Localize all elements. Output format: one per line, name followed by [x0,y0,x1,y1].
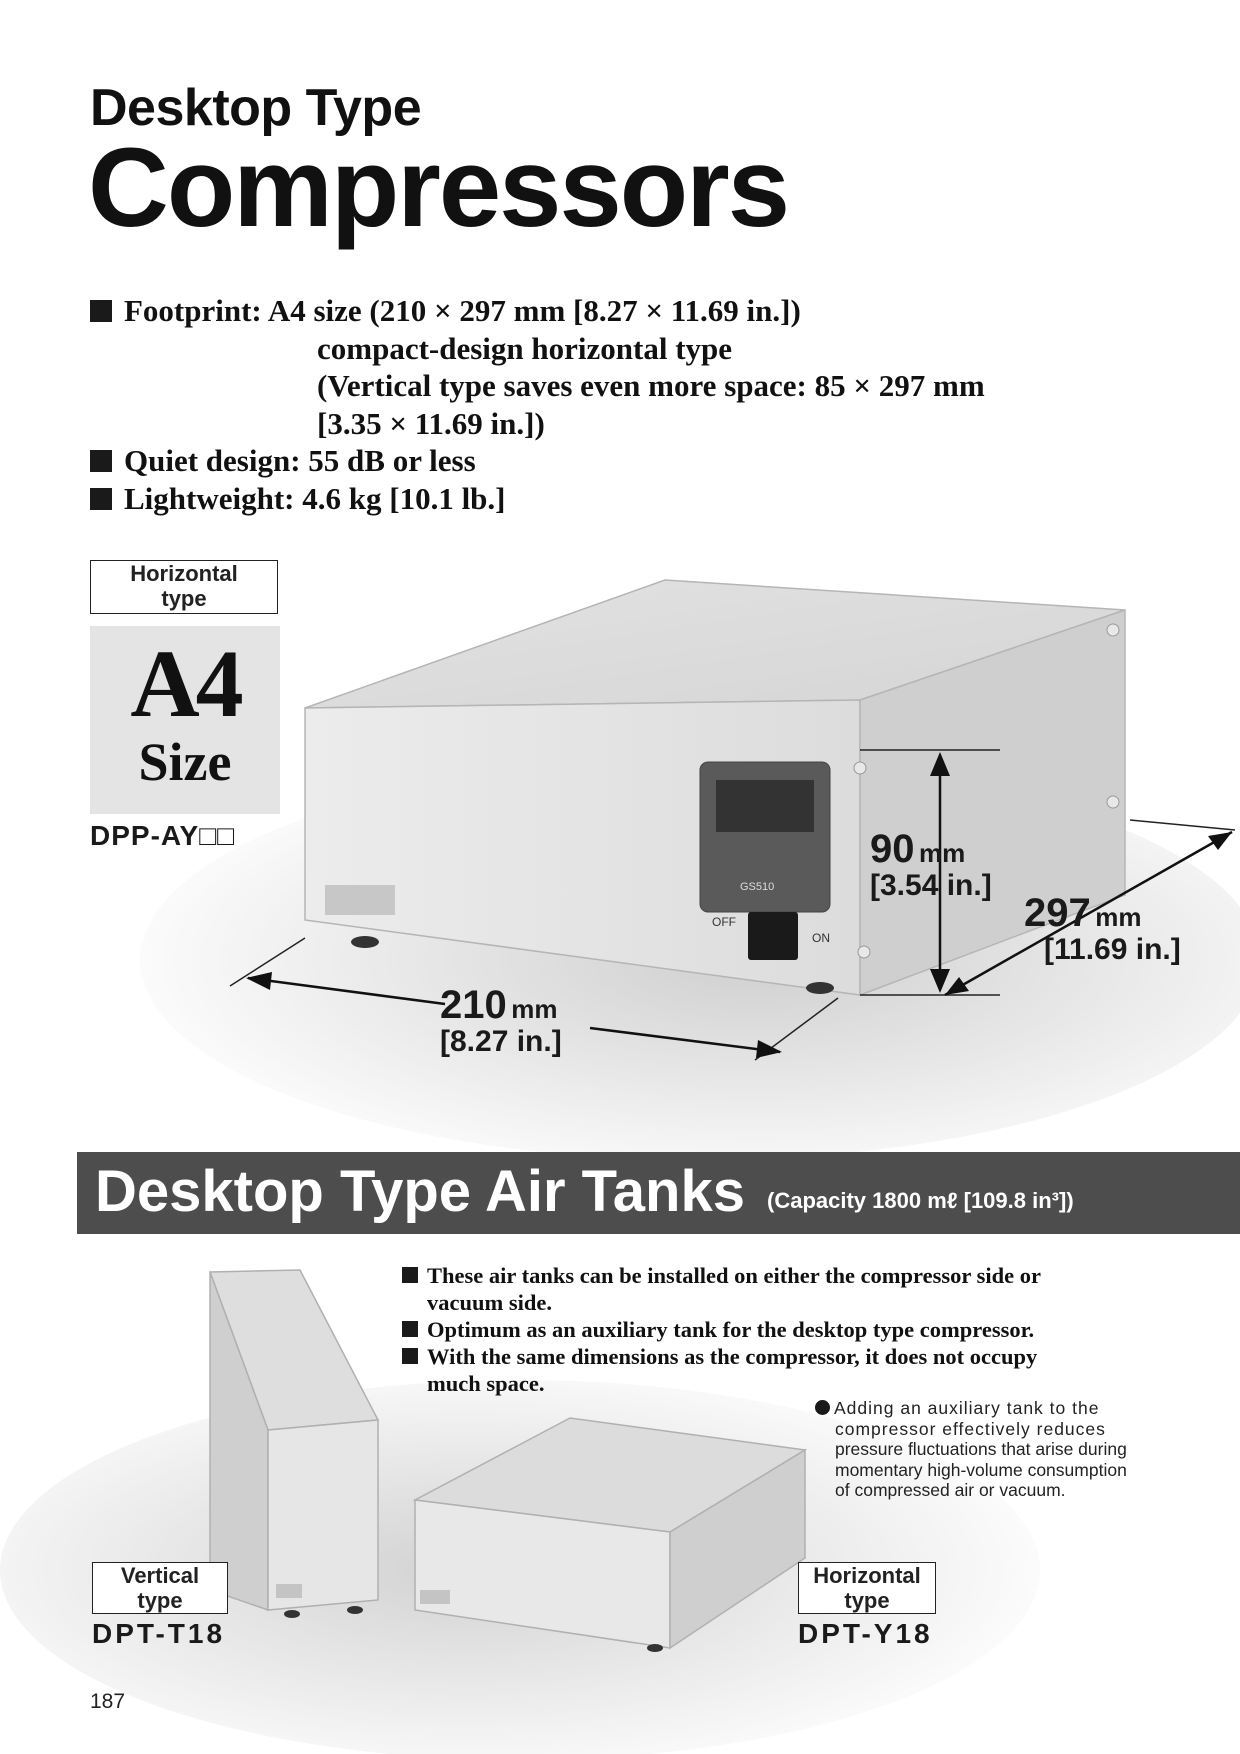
vertical-type-badge [92,1562,228,1614]
dim-unit: mm [1095,902,1142,932]
feature-line: With the same dimensions as the compressor, it does not occupy [427,1344,1038,1369]
feature-line: (Vertical type saves even more space: 85 × 297 mm [317,368,985,403]
depth-dimension [1024,892,1181,966]
feature-footprint [90,292,985,442]
vertical-tank-model: DPT-T18 [92,1618,226,1649]
power-switch [748,912,798,960]
feature-line: compact-design horizontal type [317,330,733,366]
controller-model: GS510 [740,881,775,893]
note-line: pressure fluctuations that arise during [835,1439,1127,1459]
square-bullet-icon [402,1321,418,1337]
square-bullet-icon [90,300,112,322]
feature-label: Footprint: [124,293,268,328]
dim-value: 90 [870,827,915,871]
circle-bullet-icon [815,1400,830,1415]
feature-line: much space. [427,1371,545,1396]
feature-line: These air tanks can be installed on either the compressor side or [427,1263,1041,1288]
product-label-plate [325,885,395,915]
type-badge-line: Horizontal [813,1563,921,1588]
note-line: Adding an auxiliary tank to the [834,1398,1100,1418]
feature-line: vacuum side. [427,1290,553,1315]
a4-size-badge [90,626,280,814]
feature-label: Lightweight: [124,480,303,516]
feature-line: 4.6 kg [10.1 lb.] [302,480,506,516]
type-badge-line: Vertical [120,1563,200,1588]
dim-inch: [11.69 in.] [1044,933,1181,966]
banner-capacity: (Capacity 1800 mℓ [109.8 in³]) [767,1188,1074,1213]
tank-note [815,1398,1155,1501]
type-badge-line: type [137,1588,183,1613]
horizontal-type-badge [90,560,278,614]
square-bullet-icon [402,1348,418,1364]
square-bullet-icon [90,488,112,510]
square-bullet-icon [402,1267,418,1283]
feature-line: 55 dB or less [308,443,476,478]
feature-lightweight [90,480,985,518]
square-bullet-icon [90,450,112,472]
type-badge-line: type [161,586,207,611]
air-tanks-banner [77,1152,1240,1234]
size-label: Size [138,732,232,792]
note-line: momentary high-volume consumption [835,1459,1127,1480]
note-line: of compressed air or vacuum. [835,1480,1066,1500]
page-subtitle: Desktop Type [90,79,422,137]
dim-inch: [8.27 in.] [440,1025,562,1058]
dim-unit: mm [511,994,558,1024]
dim-inch: [3.54 in.] [870,869,992,902]
feature-line: Optimum as an auxiliary tank for the desktop type compressor. [427,1317,1035,1342]
height-dimension [870,828,992,902]
controller-display [716,780,814,832]
type-badge-line: Horizontal [130,561,238,586]
feature-list [90,292,985,517]
banner-title: Desktop Type Air Tanks [95,1159,745,1224]
dim-value: 297 [1024,891,1091,935]
tank-feature [402,1262,1102,1316]
feature-quiet [90,442,985,480]
a4-label: A4 [130,630,240,737]
feature-line: A4 size (210 × 297 mm [8.27 × 11.69 in.]) [267,293,801,328]
dim-value: 210 [440,983,507,1027]
horizontal-tank-model: DPT-Y18 [798,1618,933,1649]
horizontal-tank-type-badge [798,1562,936,1614]
feature-label: Quiet design: [124,443,309,478]
width-dimension [440,984,562,1058]
tank-feature-list [402,1262,1102,1397]
vertical-tank-front [268,1420,378,1610]
feature-line: [3.35 × 11.69 in.]) [317,405,545,441]
note-line: compressor effectively reduces [835,1418,1106,1439]
tank-feature [402,1316,1102,1343]
page-title: Compressors [88,125,789,250]
dim-unit: mm [918,838,966,868]
tank-feature [402,1343,1102,1397]
compressor-model: DPP-AY□□ [90,820,236,851]
page-number: 187 [90,1690,126,1713]
switch-off-label: OFF [712,915,736,929]
switch-on-label: ON [812,931,830,945]
type-badge-line: type [844,1588,890,1613]
